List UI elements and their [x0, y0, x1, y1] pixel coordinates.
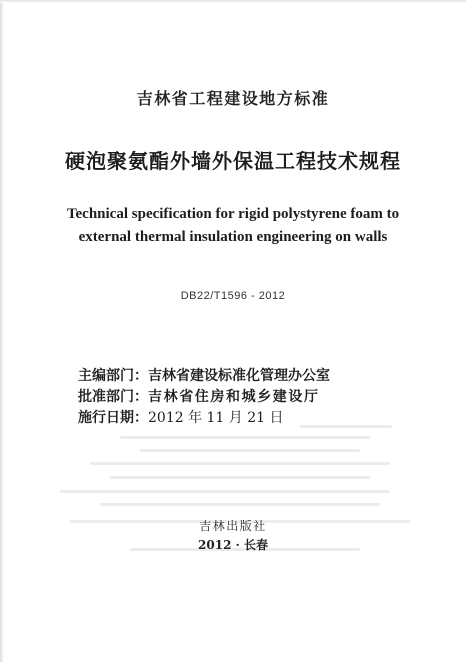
standard-category: 吉林省工程建设地方标准 [136, 89, 330, 108]
editor-department-value: 吉林省建设标准化管理办公室 [148, 368, 330, 384]
title-english-line-2: external thermal insulation engineering on walls [78, 229, 388, 245]
approver-department-label: 批准部门： [78, 389, 148, 405]
bleed-through-line [90, 462, 390, 465]
bleed-through-line [110, 476, 370, 479]
bleed-through-line [300, 425, 392, 428]
effective-date-row [78, 407, 284, 427]
bleed-through-line [120, 436, 370, 439]
bleed-through-line [100, 503, 380, 506]
approver-department-value: 吉林省住房和城乡建设厅 [148, 389, 320, 405]
bleed-through-line [140, 449, 360, 452]
editor-department-row [78, 365, 330, 385]
editor-department-label: 主编部门： [78, 368, 148, 384]
effective-date-label: 施行日期： [78, 410, 148, 426]
approver-department-row [78, 386, 320, 406]
effective-date-value: 2012 年 11 月 21 日 [148, 410, 284, 426]
publication-place-year: 2012 · 长春 [198, 538, 268, 552]
title-chinese: 硬泡聚氨酯外墙外保温工程技术规程 [65, 149, 401, 173]
bleed-through-line [60, 490, 390, 493]
scan-shadow-top [0, 0, 466, 3]
title-english-line-1: Technical specification for rigid polystyrene foam to [66, 206, 400, 222]
standard-code: DB22/T1596 - 2012 [180, 290, 286, 302]
publisher-name: 吉林出版社 [199, 519, 267, 533]
